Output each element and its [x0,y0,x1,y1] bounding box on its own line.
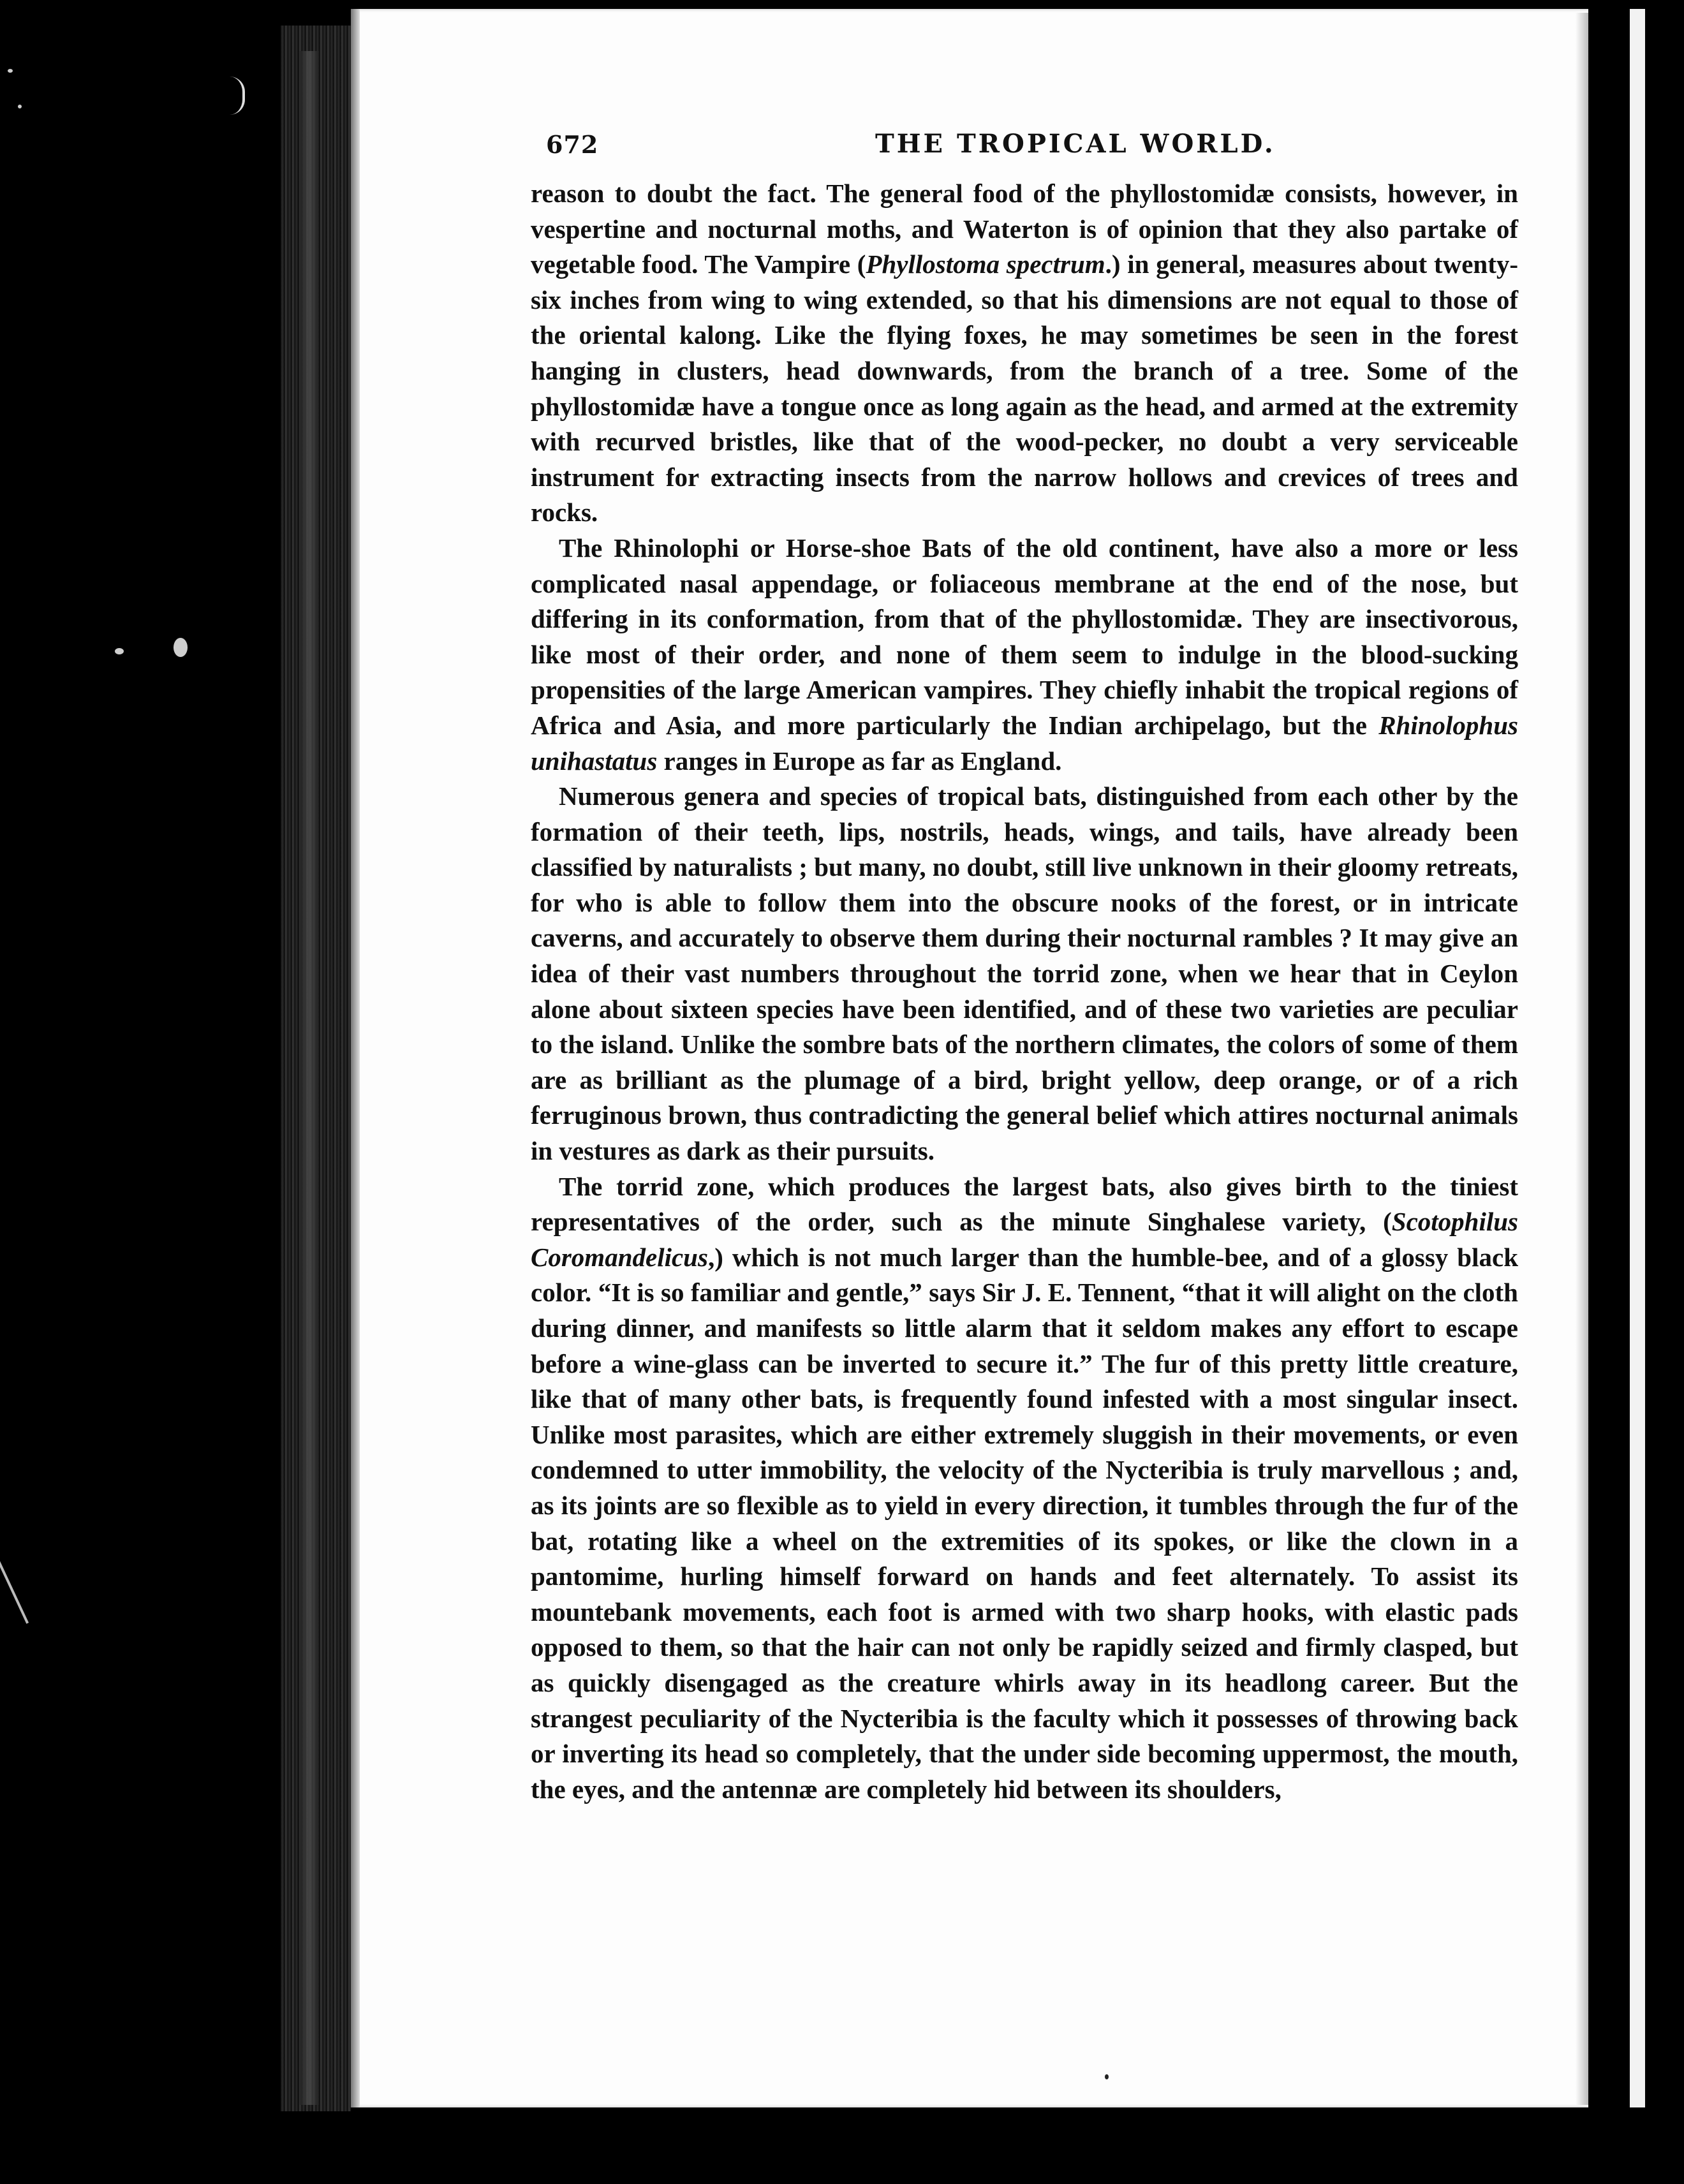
text-run: ,) which is not much larger than the humble-bee, and of a glossy black color. “It is so familiar and gentle,” says Sir J. E. Tennent, “that it will alight on the cloth during dinner, and manifests so little alarm that it seldom makes any effort to escape before a wine-glass can be inverted to secure it.” The fur of this pretty little creature, like that of many other bats, is frequently found infested with a most singular insect. Unlike most parasites, which are either extremely sluggish in their movements, or even condemned to utter immobility, the velocity of the Nycteribia is truly marvellous ; and, as its joints are so flexible as to yield in every direction, it tumbles through the fur of the bat, rotating like a wheel on the extremities of its spokes, or like the clown in a pantomime, hurling himself forward on hands and feet alternately. To assist its mountebank movements, each foot is armed with two sharp hooks, with elastic pads opposed to them, so that the hair can not only be rapidly seized and firmly clasped, but as quickly disengaged as the creature whirls away in its headlong career. But the strangest peculiarity of the Nycteribia is the faculty which it possesses of throwing back or inverting its head so completely, that the under side becoming uppermost, the mouth, the eyes, and the antennæ are completely hid between its shoulders, [531,1242,1518,1804]
page-gutter-shadow [351,9,360,2107]
margin-speck [18,105,22,108]
text-run: reason to doubt the fact. The general food of the phyllostomidæ consists, however, in vespertine and nocturnal moths, and Waterton is of opinion that they also partake of vegetable food. The Vampire ( [531,179,1518,279]
paragraph [531,1169,1518,1808]
running-head [531,125,1518,176]
text-run: The Rhinolophi or Horse-shoe Bats of the old continent, have also a more or less complicated nasal appendage, or foliaceous membrane at the end of the nose, but differing in its conformation, from that of the phyllostomidæ. They are insectivorous, like most of their order, and none of them seem to indulge in the blood-sucking propensities of the large American vampires. They chiefly inhabit the tropical regions of Africa and Asia, and more particularly the Indian archipelago, but the [531,533,1518,740]
text-run: ranges in Europe as far as England. [657,746,1062,776]
italic-term: Rhinolophus unihastatus [531,710,1518,776]
margin-mark [0,1559,29,1623]
running-title: THE TROPICAL WORLD. [875,129,1276,159]
paragraph [531,176,1518,531]
page-edge-stripe [1630,9,1645,2107]
page-edges-highlight [300,51,319,2105]
italic-term: Scotophilus Coromandelicus [531,1207,1518,1272]
italic-term: Phyllostoma spectrum [866,249,1105,279]
margin-mark [230,77,245,115]
text-block [531,125,1518,1807]
body-text [531,176,1518,1807]
text-run: The torrid zone, which produces the largest bats, also gives birth to the tiniest representatives of the order, such as the minute Singhalese variety, ( [531,1171,1518,1237]
margin-speck [174,638,188,657]
paragraph [531,531,1518,779]
text-run: Numerous genera and species of tropical bats, distinguished from each other by the formation of their teeth, lips, nostrils, heads, wings, and tails, have already been classified by naturalists ; but many, no doubt, still live unknown in their gloomy retreats, for who is able to follow them into the obscure nooks of the forest, or in intricate caverns, and accurately to observe them during their nocturnal rambles ? It may give an idea of their vast numbers throughout the torrid zone, when we hear that in Ceylon alone about sixteen species have been identified, and of these two varieties are peculiar to the island. Unlike the sombre bats of the northern climates, the colors of some of them are as brilliant as the plumage of a bird, bright yellow, deep orange, or of a rich ferruginous brown, thus contradicting the general belief which attires nocturnal animals in vestures as dark as their pursuits. [531,781,1518,1166]
margin-speck [8,69,13,73]
margin-speck [115,648,124,654]
paragraph [531,779,1518,1169]
page-number: 672 [546,130,599,159]
text-run: .) in general, measures about twenty-six inches from wing to wing extended, so that his dimensions are not equal to those of the oriental kalong. Like the flying foxes, he may sometimes be seen in the forest hanging in clusters, head downwards, from the branch of a tree. Some of the phyllostomidæ have a tongue once as long again as the head, and armed at the extremity with recurved bristles, like that of the wood-pecker, no doubt a very serviceable instrument for extracting insects from the narrow hollows and crevices of trees and rocks. [531,249,1518,528]
ink-dot [1105,2074,1109,2079]
